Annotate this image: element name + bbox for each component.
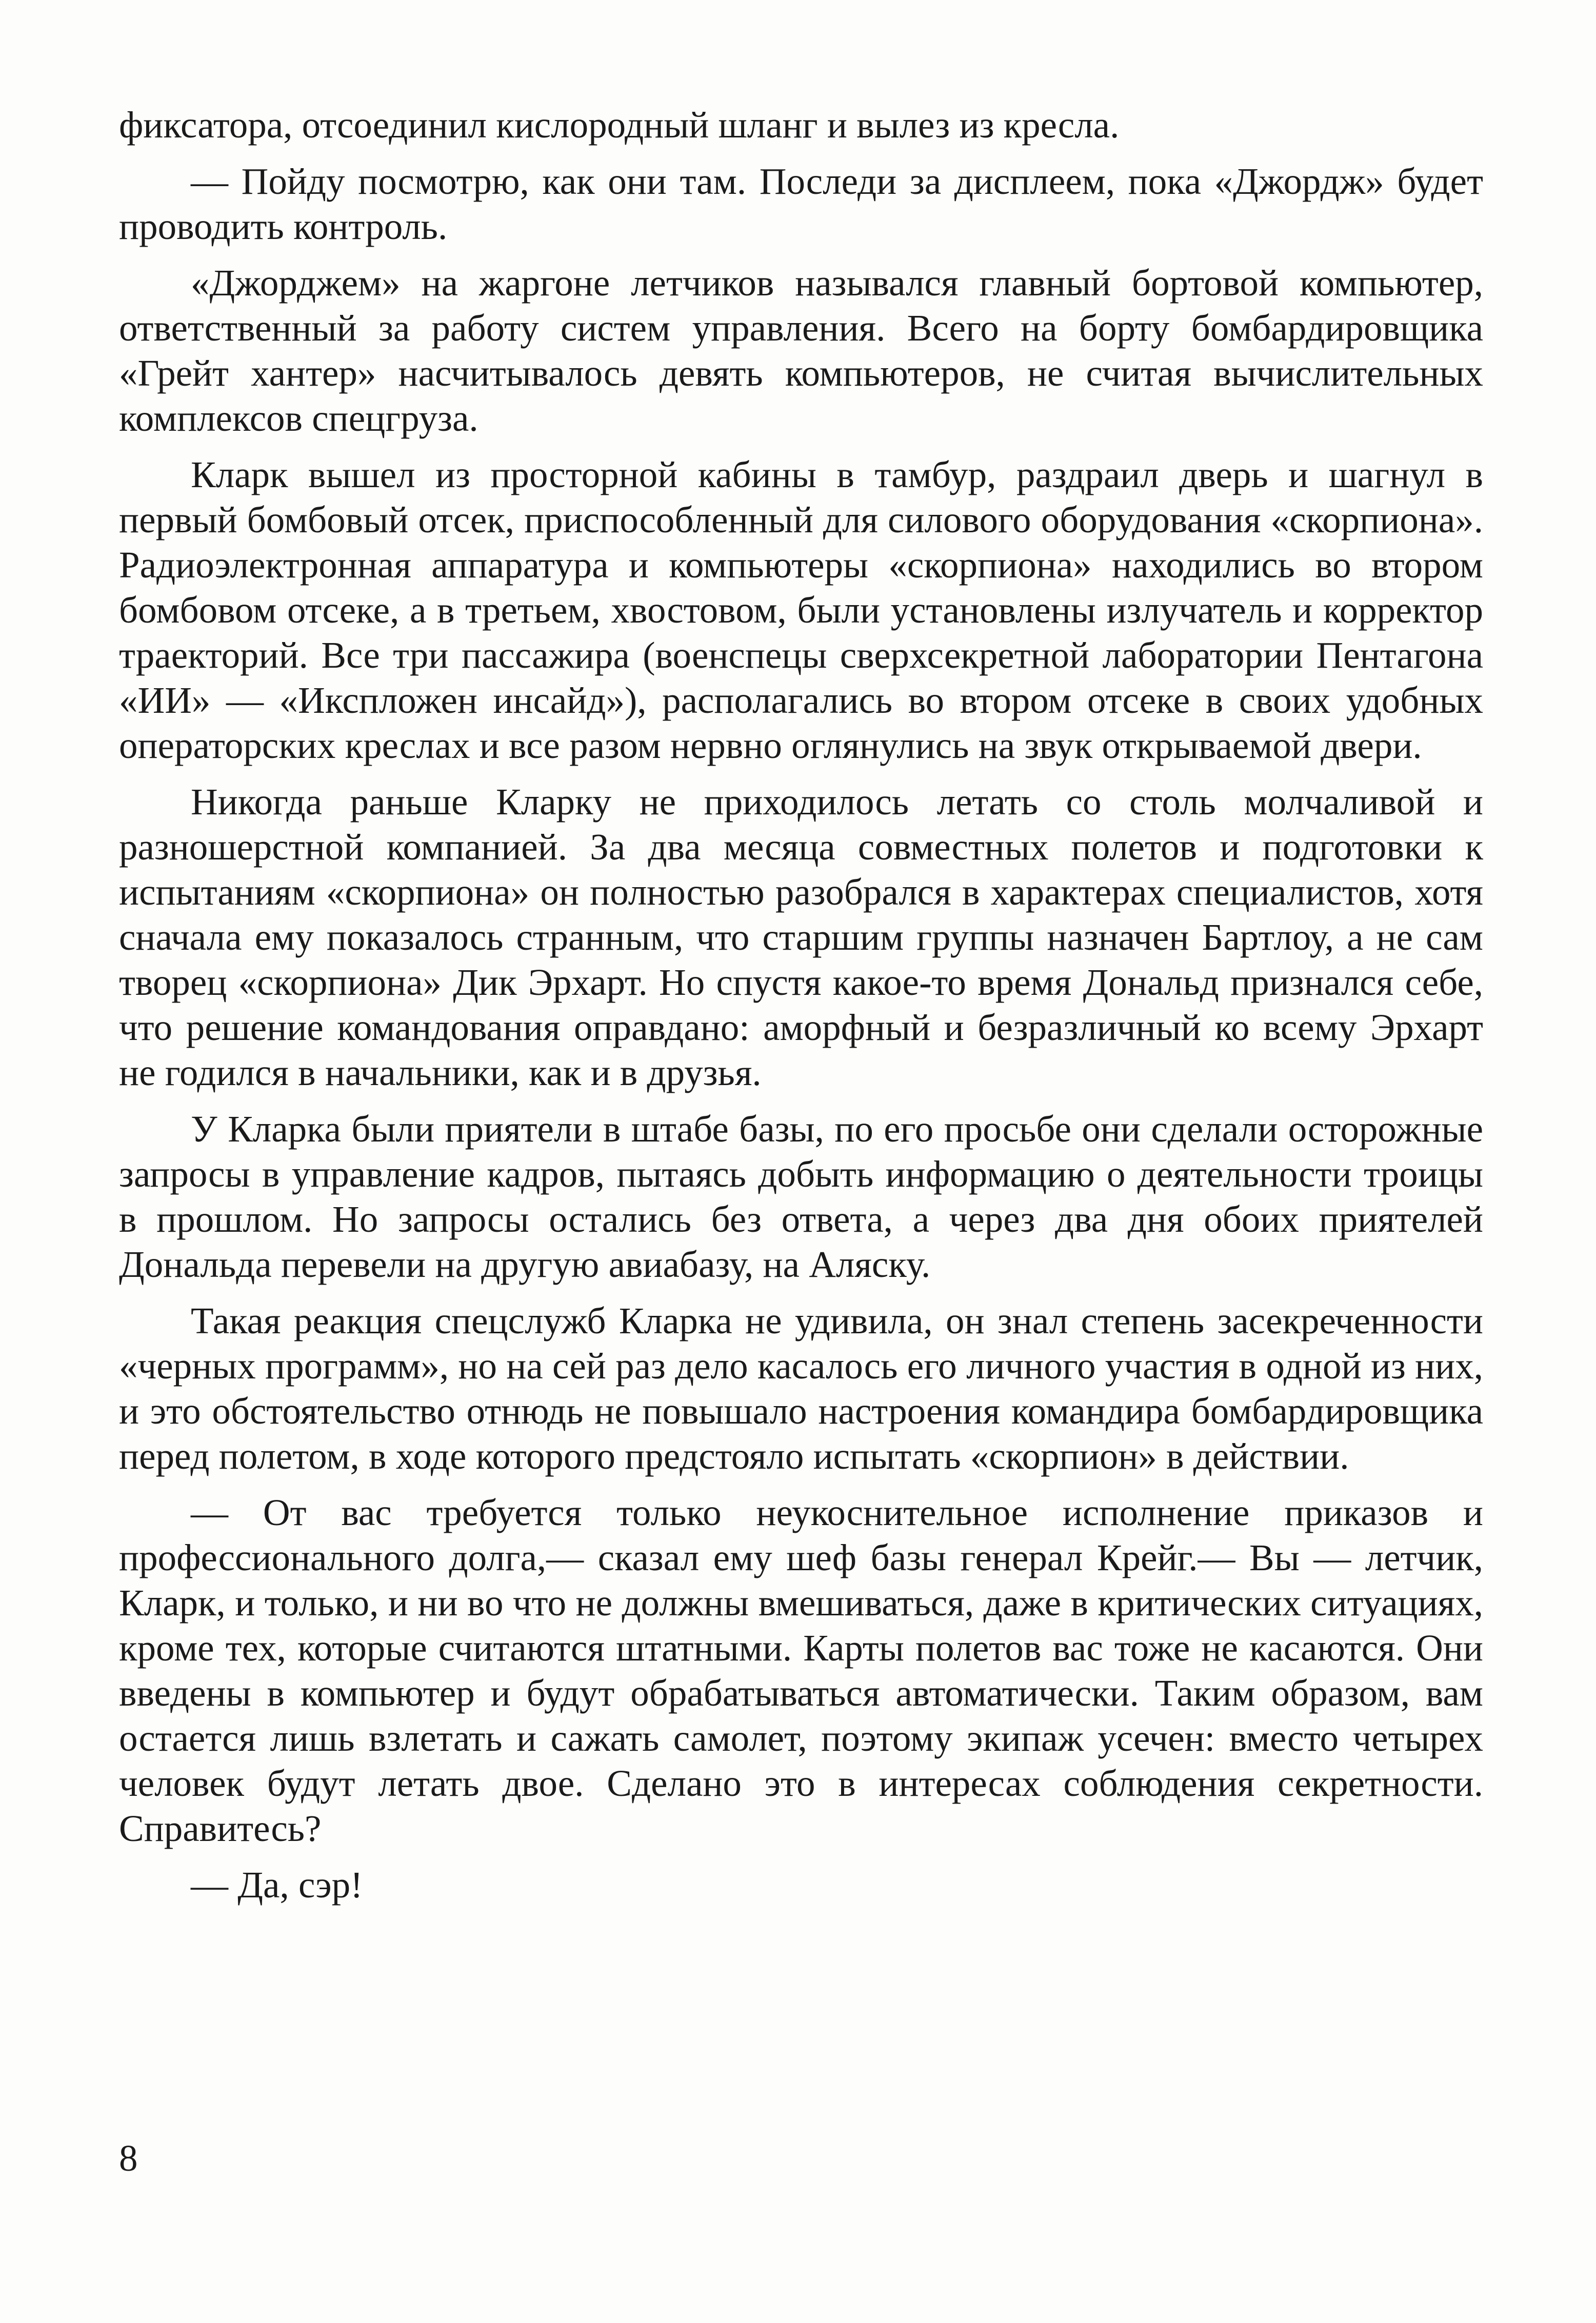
paragraph: «Джорджем» на жаргоне летчиков назывался главный бортовой компьютер, ответственный за работу систем управления. Всего на борту бомбардировщика «Грейт хантер» насчитывалось девять компьютеров, не считая вычислительных комплексов спецгруза. [119,262,1483,439]
paragraph: У Кларка были приятели в штабе базы, по его просьбе они сделали осторожные запросы в управление кадров, пытаясь добыть информацию о деятельности троицы в прошлом. Но запросы остались без ответа, а через два дня обоих приятелей Дональда перевели на другую авиабазу, на Аляску. [119,1108,1483,1285]
paragraph: Кларк вышел из просторной кабины в тамбур, раздраил дверь и шагнул в первый бомбовый отсек, приспособленный для силового оборудования «скорпиона». Радиоэлектронная аппаратура и компьютеры «скорпиона» находились во втором бомбовом отсеке, а в третьем, хвостовом, были установлены излучатель и корректор траекторий. Все три пассажира (военспецы сверхсекретной лаборатории Пентагона «ИИ» — «Икспложен инсайд»), располагались во втором отсеке в своих удобных операторских креслах и все разом нервно оглянулись на звук открываемой двери. [119,454,1483,766]
paragraph: — Да, сэр! [191,1864,363,1906]
page-body-text [119,103,1483,1919]
paragraph: Никогда раньше Кларку не приходилось летать со столь молчаливой и разношерстной компанией. За два месяца совместных полетов и подготовки к испытаниям «скорпиона» он полностью разобрался в характерах специалистов, хотя сначала ему показалось странным, что старшим группы назначен Бартлоу, а не сам творец «скорпиона» Дик Эрхарт. Но спустя какое-то время Дональд признался себе, что решение командования оправдано: аморфный и безразличный ко всему Эрхарт не годился в начальники, как и в друзья. [119,781,1483,1093]
paragraph: — Пойду посмотрю, как они там. Последи за дисплеем, пока «Джордж» будет проводить контроль. [119,161,1483,247]
page-number: 8 [119,2137,138,2179]
paragraph: Такая реакция спецслужб Кларка не удивила, он знал степень засекреченности «черных программ», но на сей раз дело касалось его личного участия в одной из них, и это обстоятельство отнюдь не повышало настроения командира бомбардировщика перед полетом, в ходе которого предстояло испытать «скорпион» в действии. [119,1300,1483,1477]
paragraph: — От вас требуется только неукоснительное исполнение приказов и профессионального долга,— сказал ему шеф базы генерал Крейг.— Вы — летчик, Кларк, и только, и ни во что не должны вмешиваться, даже в критических ситуациях, кроме тех, которые считаются штатными. Карты полетов вас тоже не касаются. Они введены в компьютер и будут обрабатываться автоматически. Таким образом, вам остается лишь взлетать и сажать самолет, поэтому экипаж усечен: вместо четырех человек будут летать двое. Сделано это в интересах соблюдения секретности. Справитесь? [119,1492,1483,1849]
paragraph: фиксатора, отсоединил кислородный шланг и вылез из кресла. [119,104,1120,146]
